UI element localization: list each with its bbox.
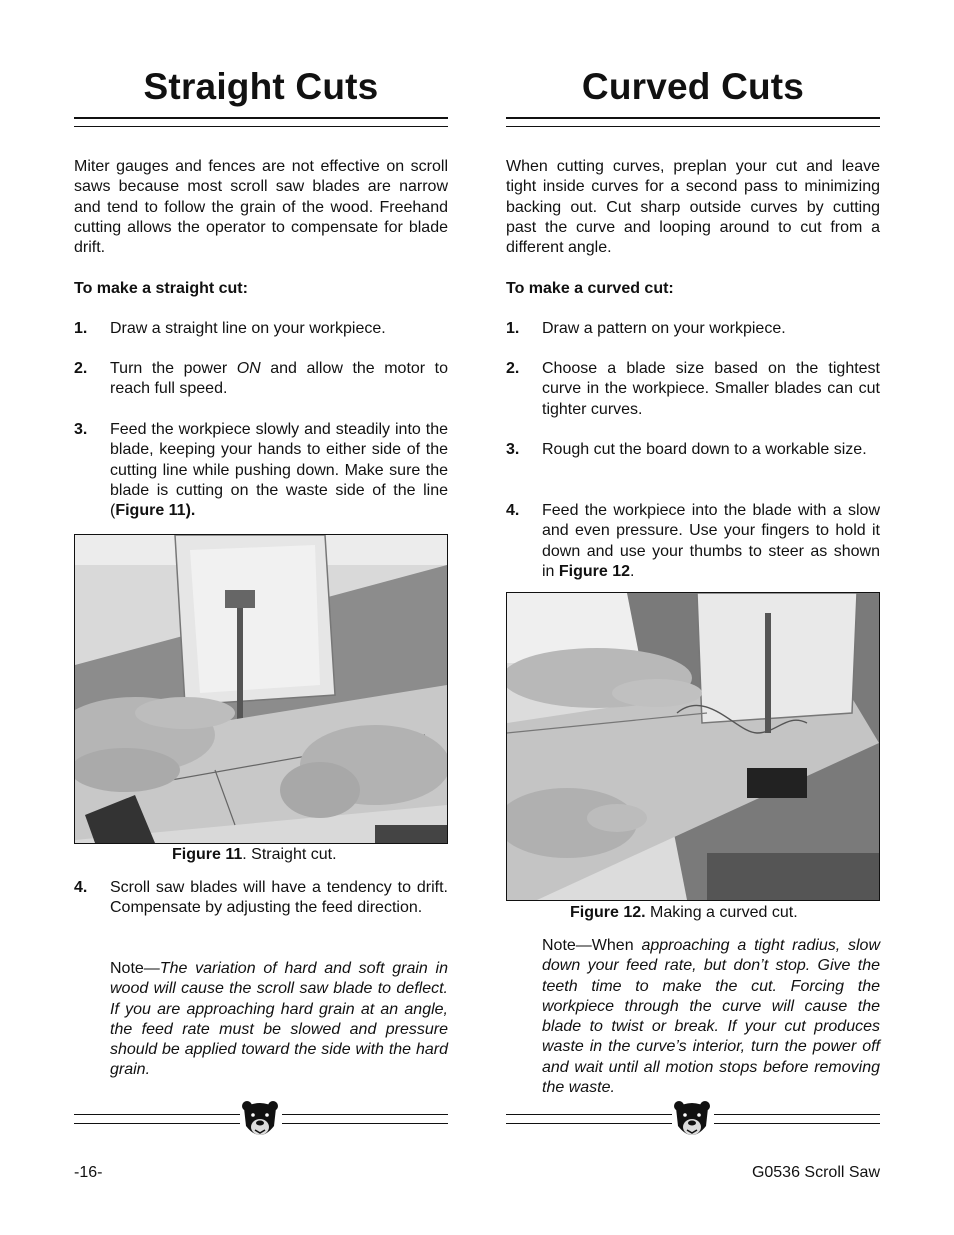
figure-12-photo [506,592,880,901]
figure-11-caption: Figure 11. Straight cut. [172,846,337,863]
step-text: Feed the workpiece slowly and steadily into the blade, keeping your hands to either side of the cutting line while pushing down. Make sure the blade is cutting on the waste side of the line (Figure 11). [110,421,448,520]
intro-paragraph: Miter gauges and fences are not effective on scroll saws because most scroll saw blades are narrow and tend to follow the grain of the wood. Freehand cutting allows the operator to compensate for blade drift. [74,158,448,257]
bear-head-icon [673,1100,711,1145]
footer-rule-right-bottom [506,1123,672,1124]
title-rule-thick [506,117,880,119]
step-text: Scroll saw blades will have a tendency to drift. Compensate by adjusting the feed direction. [110,879,448,917]
step-number: 2. [74,360,88,377]
step-1 [74,319,448,339]
figure-reference: Figure 11). [115,502,196,520]
step-text: Draw a straight line on your workpiece. [110,320,386,337]
title-rule-thin [506,126,880,127]
footer-rule-left-bottom-2 [282,1123,448,1124]
step-2 [74,359,448,400]
footer-rule-left-bottom [74,1123,240,1124]
footer-rule-right-top-2 [714,1114,880,1115]
step-number: 2. [506,360,520,377]
step-4 [506,501,880,582]
bear-head-icon [241,1100,279,1145]
figure-11-photo [74,534,448,844]
section-title-curved-cuts: Curved Cuts [581,66,805,107]
note-grain: Note—The variation of hard and soft grain in wood will cause the scroll saw blade to deflect. If you are approaching hard grain at an angle, the feed rate must be slowed and pressure should be applied toward the side with the hard grain. [110,960,448,1079]
note-tight-radius: Note—When approaching a tight radius, slow down your feed rate, but don’t stop. Give the teeth time to make the cut. Forcing the workpiece through the curve will cause the blade to twist or break. If your cut produces waste in the curve’s interior, turn the power off and wait until all motion stops before removing the waste. [542,937,880,1097]
figure-12-caption: Figure 12. Making a curved cut. [570,904,798,921]
straight-cut-photo [75,535,447,843]
footer-rule-right-bottom-2 [714,1123,880,1124]
step-number: 3. [74,421,88,438]
step-number: 3. [506,441,520,458]
section-title-straight-cuts: Straight Cuts [143,66,379,107]
footer-rule-left-top [74,1114,240,1115]
step-text: Choose a blade size based on the tightest curve in the workpiece. Smaller blades can cut tighter curves. [542,360,880,418]
step-text: Turn the power ON and allow the motor to reach full speed. [110,360,448,398]
step-4 [74,878,448,919]
title-rule-thin [74,126,448,127]
step-text: Draw a pattern on your workpiece. [542,320,786,337]
footer-rule-left-top-2 [282,1114,448,1115]
subheading: To make a straight cut: [74,280,248,297]
figure-reference: Figure 12 [558,562,631,580]
step-text: Feed the workpiece into the blade with a slow and even pressure. Use your fingers to hold it down and use your thumbs to steer as shown in Figure 12. [542,502,880,580]
page-number: -16- [74,1164,103,1181]
step-text: Rough cut the board down to a workable size. [542,441,867,458]
step-3 [506,440,880,460]
step-number: 1. [74,320,88,337]
curved-cut-photo [507,593,879,900]
intro-paragraph: When cutting curves, preplan your cut and leave tight inside curves for a second pass to minimizing backing out. Cut sharp outside curves by cutting past the curve and looping around to cut from a different angle. [506,158,880,257]
step-number: 1. [506,320,520,337]
step-3 [74,420,448,521]
footer-rule-right-top [506,1114,672,1115]
step-number: 4. [506,502,520,519]
title-rule-thick [74,117,448,119]
subheading: To make a curved cut: [506,280,674,297]
document-name: G0536 Scroll Saw [751,1164,880,1181]
step-2 [506,359,880,420]
step-1 [506,319,880,339]
step-number: 4. [74,879,88,896]
